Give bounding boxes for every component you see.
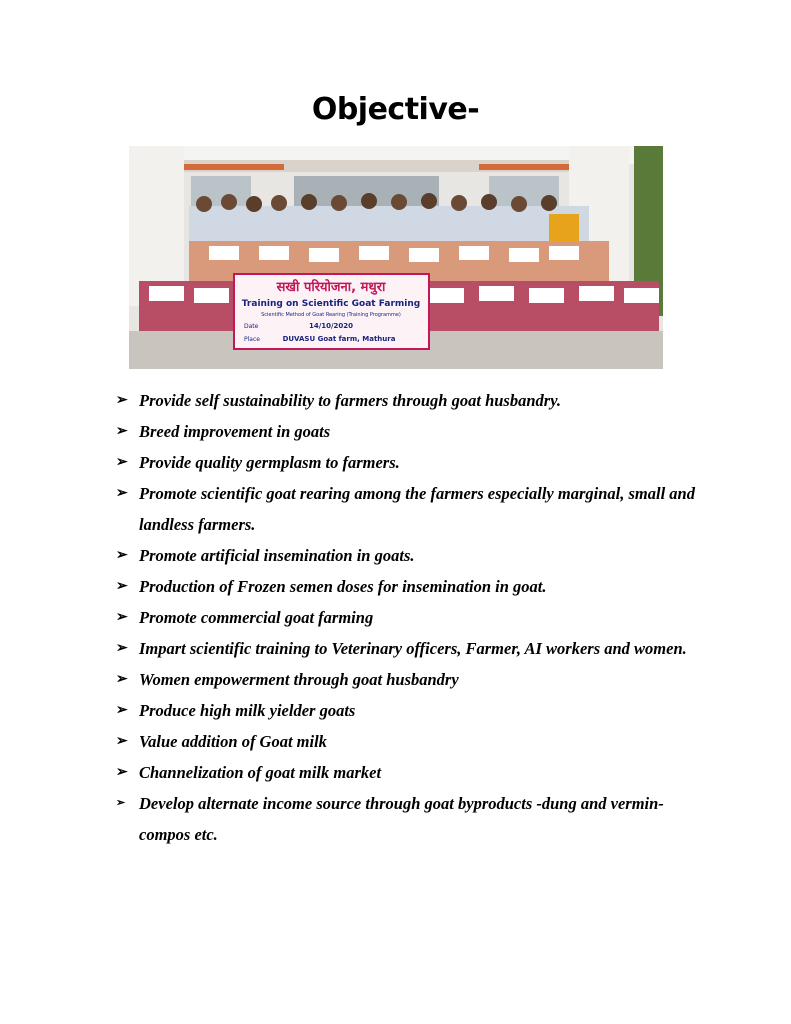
list-item-text: Breed improvement in goats — [139, 422, 331, 441]
list-item — [112, 664, 712, 695]
list-item — [112, 447, 712, 478]
list-item-text: Promote scientific goat rearing among the farmers especially marginal, small and landless farmers. — [139, 484, 695, 534]
arrowhead-bullet-icon: ➢ — [116, 641, 128, 656]
page-title: Objective- — [311, 92, 480, 127]
list-item — [112, 540, 712, 571]
list-item — [112, 633, 712, 664]
list-item-text: Women empowerment through goat husbandry — [139, 670, 459, 689]
list-item — [112, 478, 712, 540]
arrowhead-bullet-icon: ➢ — [116, 734, 128, 749]
list-item — [112, 788, 712, 850]
list-item-text: Promote commercial goat farming — [139, 608, 374, 627]
banner-place: DUVASU Goat farm, Mathura — [282, 335, 396, 343]
arrowhead-bullet-icon: ➢ — [116, 672, 128, 687]
list-item-text: Provide self sustainability to farmers through goat husbandry. — [139, 391, 562, 410]
list-item-text: Produce high milk yielder goats — [139, 701, 356, 720]
list-item — [112, 416, 712, 447]
list-item-text: Impart scientific training to Veterinary officers, Farmer, AI workers and women. — [139, 639, 687, 658]
list-item-text: Production of Frozen semen doses for insemination in goat. — [139, 577, 547, 596]
arrowhead-bullet-icon: ➢ — [116, 393, 128, 408]
banner-subtitle: Scientific Method of Goat Rearing (Training Programme) — [261, 312, 401, 318]
list-item — [112, 726, 712, 757]
arrowhead-bullet-icon: ➢ — [116, 703, 128, 718]
list-item-text: Develop alternate income source through goat byproducts -dung and vermin-compos etc. — [139, 794, 664, 844]
arrowhead-bullet-icon: ➢ — [116, 455, 128, 470]
list-item — [112, 602, 712, 633]
arrowhead-bullet-icon: ➢ — [116, 486, 128, 501]
arrowhead-bullet-icon: ➢ — [116, 548, 128, 563]
banner-place-label: Place — [244, 336, 260, 343]
list-item-text: Promote artificial insemination in goats. — [139, 546, 415, 565]
arrowhead-bullet-icon: ➢ — [116, 610, 128, 625]
banner-date: 14/10/2020 — [308, 322, 354, 330]
arrowhead-bullet-icon: ➢ — [116, 797, 126, 809]
list-item-text: Channelization of goat milk market — [139, 763, 382, 782]
list-item-text: Provide quality germplasm to farmers. — [139, 453, 400, 472]
objectives-list — [112, 385, 712, 850]
banner-title: Training on Scientific Goat Farming — [241, 299, 421, 309]
list-item — [112, 385, 712, 416]
list-item-text: Value addition of Goat milk — [139, 732, 327, 751]
list-item — [112, 757, 712, 788]
arrowhead-bullet-icon: ➢ — [116, 765, 128, 780]
arrowhead-bullet-icon: ➢ — [116, 579, 128, 594]
banner-date-label: Date — [244, 323, 259, 330]
group-photo — [129, 146, 663, 369]
list-item — [112, 571, 712, 602]
list-item — [112, 695, 712, 726]
arrowhead-bullet-icon: ➢ — [116, 424, 128, 439]
banner-hindi: सखी परियोजना, मथुरा — [276, 280, 386, 295]
